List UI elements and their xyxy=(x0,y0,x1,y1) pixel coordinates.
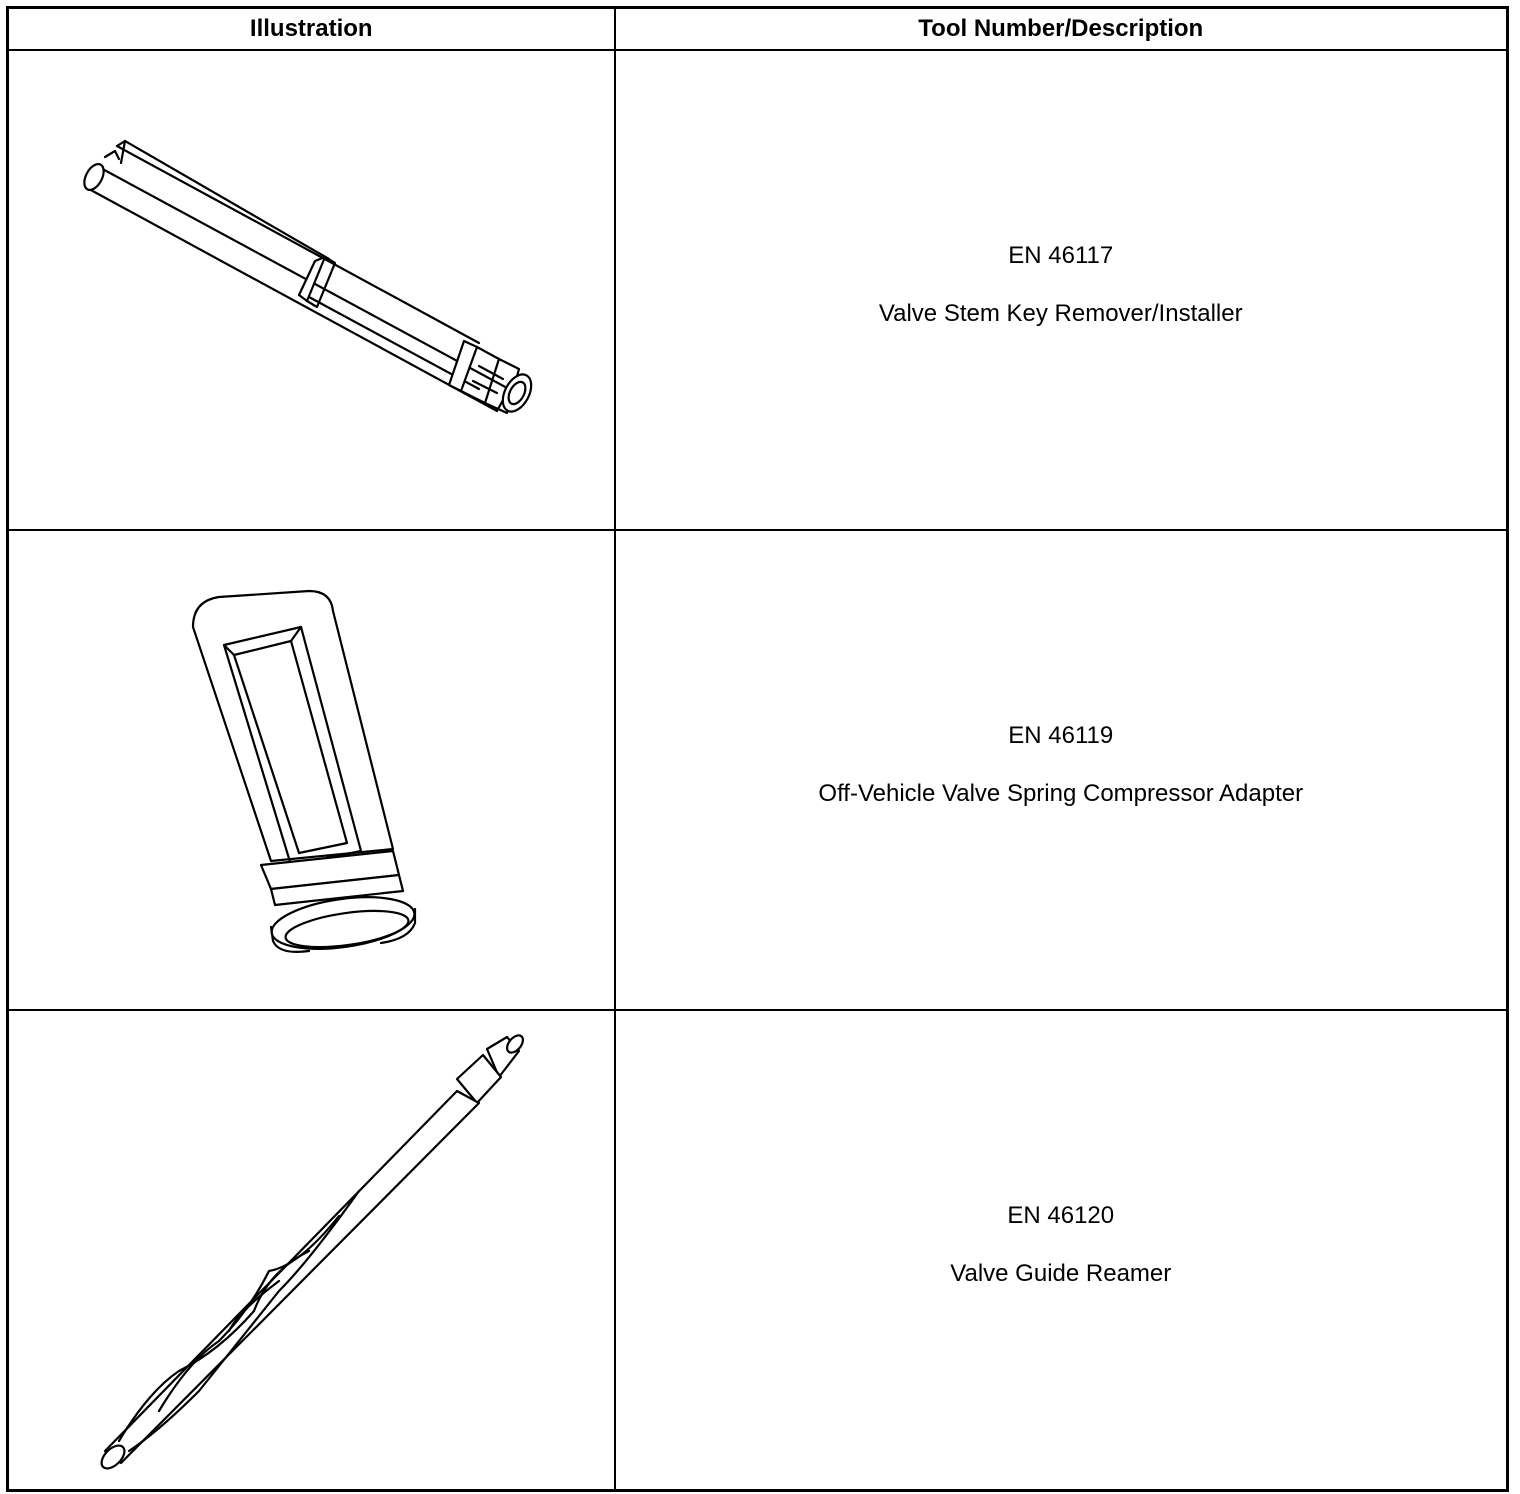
valve-spring-compressor-adapter-icon xyxy=(9,531,616,1009)
illustration-cell xyxy=(8,50,615,530)
description-cell xyxy=(615,1010,1508,1491)
description-cell xyxy=(615,50,1508,530)
tool-number: EN 46120 xyxy=(1007,1202,1115,1229)
tool-description: Valve Guide Reamer xyxy=(950,1260,1172,1287)
table-row xyxy=(8,50,1508,530)
tool-description: Valve Stem Key Remover/Installer xyxy=(878,300,1243,327)
tool-number: EN 46119 xyxy=(1008,722,1114,749)
illustration-cell xyxy=(8,530,615,1010)
tool-table xyxy=(6,6,1509,1492)
valve-guide-reamer-icon xyxy=(9,1011,616,1489)
header-illustration: Illustration xyxy=(8,8,615,51)
header-tool-number-description: Tool Number/Description xyxy=(615,8,1508,51)
tool-number: EN 46117 xyxy=(1008,242,1114,269)
illustration-cell xyxy=(8,1010,615,1491)
table-row xyxy=(8,1010,1508,1491)
tool-description: Off-Vehicle Valve Spring Compressor Adapter xyxy=(818,780,1304,807)
valve-stem-key-tool-icon xyxy=(9,51,616,529)
table-row xyxy=(8,530,1508,1010)
table-header-row xyxy=(8,8,1508,51)
description-cell xyxy=(615,530,1508,1010)
